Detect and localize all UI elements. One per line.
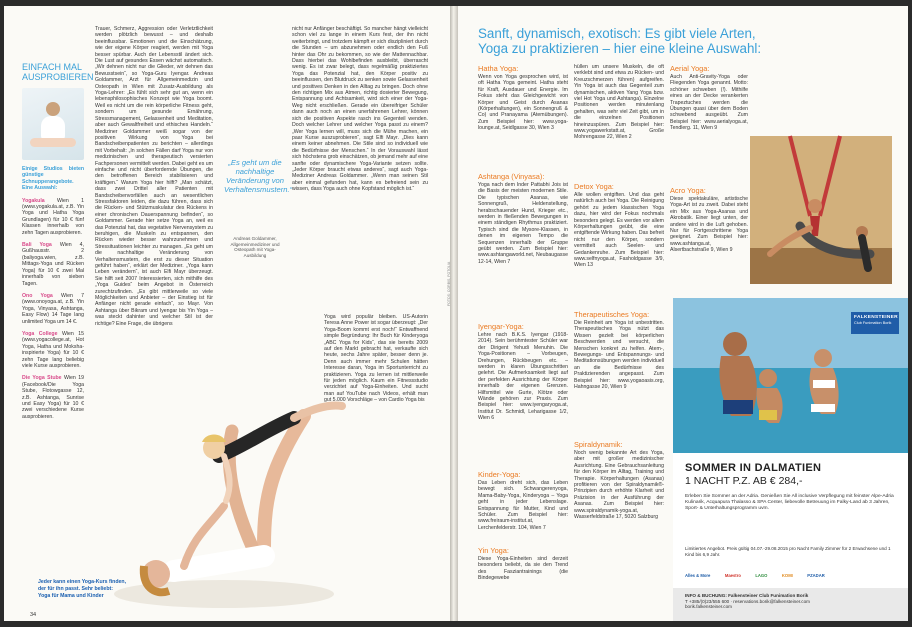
brand-badge: FALKENSTEINER Club Funimation Borik: [851, 312, 899, 334]
article-text: Trauer, Schmerz, Aggression oder Verletztlichkeit werden plötzlich bewusst – und deshalb beeinflussbar. Emotionen und die Einschätzung, wie der eigene Körper reagiert, werden mit Yoga besser spürbar. Auch der Lebensstil ändert sich. Die Lust auf gesundes Essen wächst automatisch. „Wir dehnen nicht nur die Glieder, wir dehnen das Bewusstsein“, so Yoga-Guru Iyengar. Andreas Goldammer, Arzt für Allgemeinmedizin und Osteopath in Wien mit Zusatz-Ausbildung als Yoga-Lehrer: „Es fühlt sich sehr gut an, wenn ein lebensphilosophisches Konzept wie Yoga boomt. Weil es nicht um die rein körperliche Fitness geht, sondern um gesunde Ernährung, Stressmanagement, Gelassenheit und Meditation, aber auch Gewaltfreiheit und ethisches Handeln.“ Mediziner Goldammer weiß sogar von der positiven Wirkung von Yoga bei Bandscheibenpatienten zu berichten – allerdings mit Vorbehalt: „In solchen Fällen darf Yoga nur von medizinischen und therapeutisch versierten Fachpersonen vermittelt werden. Dabei geht es um einfache und nicht überfordernde Übungen, die den betroffenen Bereich stabilisieren und kräftigen.“ Warum Yoga hier hilft? „Man schätzt, dass zwei Drittel aller Patienten mit Bandscheibenvorfällen auch an wesentlichen Stressfaktoren leiden, die dazu führen, dass sich die Rücken- und Stützmuskulatur des Rückens in einer chronischen Dauerspannung befinden“, so Goldammer. Gerade hier setze Yoga an, weil es das Potenzial hat, das vegetative Nervensystem zu beruhigen, die Muskeln zu entspannen, den Rücken wieder besser wahrzunehmen und Stressituationen leichter zu managen. „Es geht um die nachhaltige Veränderung von Verhaltensmustern, die erst zu dieser Situation geführt haben“, erklärt der Mediziner. „Yoga kann Leben verändern“, ist auch Elfi Mayr überzeugt. Sie hilft seit 2007 Interessierten, sich mithilfe des „Yoga Guides“ beim Angebot in Österreich zurechtzufinden. „Es gibt mittlerweile so viele Möglichkeiten und Anbieter – der Einstieg ist für Anfänger nicht gerade einfach“, so Mayr. Von Ashtanga über Bikram und Iyengar bis Yin Yoga – was steckt dahinter und welcher Stil ist der richtige? Eine Frage, die übrigens: [95, 26, 213, 327]
partner-logo: Maestro: [724, 573, 741, 578]
partner-logo: KOMI: [781, 573, 793, 578]
yoga-woman-thumbnail: [22, 88, 84, 160]
yoga-style-entry: Detox Yoga: Alle wollen entgiften. Und das geht natürlich auch bei Yoga. Die Reinigung gehört zu jedem klassischen Yoga dazu, hier wird der Fokus nochmals besonders gelegt. Es werden vor allem Körperhaltungen geübt, die eine entgiftende Wirkung haben. Das befreit nicht nur den Körper, sondern vermittelt auch Seelen- und Gedankenruhe. Zum Beispiel hier: www.selfnyoga.at, Fasholdgasse 3/9, Wien 13: [574, 182, 664, 269]
page-number: 34: [30, 612, 37, 618]
mother-child-acro-photo: [114, 346, 344, 611]
partner-logo: LAGO: [755, 573, 768, 578]
pull-quote: „Es geht um die nachhaltige Veränderung von Verhaltensmustern.“: [224, 158, 293, 194]
studio-item: Yoga College Wien 15 (www.yogacollege.at, Hot Yoga, Hatha und Moksha-inspirierte Yoga) für 10 € zehn Tage lang beliebig viele Kurse ausprobieren.: [22, 330, 84, 369]
yoga-style-entry: Iyengar-Yoga: Lehre nach B.K.S. Iyengar (1918-2014). Sein berühmtester Schüler war der Dirigent Yehudi Menuhin. Die Yoga-Positionen – Vorbeugen, Drehungen, Rückbeugen etc. – werden in klaren Übungsschritten gelehrt. Die Aufmerksamkeit liegt auf der perfekten Ausrichtung der Körper innerhalb der eigenen Grenzen. Hilfsmittel wie Gurte, Klötze oder Wände gehören zur Praxis. Zum Beispiel hier: www.iyengaryoga.at, Institut Dr. Schmidl, Leharigasse 1/2, Wien 6: [478, 322, 568, 422]
left-page: [4, 6, 450, 621]
quote-credit: Andreas Goldammer, Allgemeinmediziner und Osteopath mit Yoga-Ausbildung: [230, 236, 280, 258]
falkensteiner-ad: [673, 298, 908, 621]
ad-title: SOMMER IN DALMATIEN: [685, 462, 822, 474]
partner-logos: [685, 564, 897, 576]
yoga-style-entry: Yin Yoga: Diese Yoga-Einheiten sind derzeit besonders beliebt, da sie den Trend des Fasziantrainings (die Bindegewebe: [478, 546, 568, 582]
ad-subtitle: 1 NACHT P.Z. AB € 284,-: [685, 475, 803, 487]
yoga-style-entry: Therapeutisches Yoga: Die Reinheit am Yoga ist unbestritten. Therapeutisches Yoga nützt das Wissen gezielt bei körperlichen Beschwerden und versucht, die Menschen konkret zu helfen. Atem-, Bewegungs- und Entspannungs- und Meditationsübungen werden individuell an die Bedürfnisse des Praktizierenden angepasst. Zum Beispiel hier: www.yogaoasis.org, Hahngasse 20, Wien 9: [574, 310, 664, 391]
article-text: nicht nur Anfänger beschäftigt. So mancher hängt vielleicht schon viel zu lange in einem Kurs fest, der ihn nicht weiterbringt, und trotzdem kämpft er sich diszipliniert durch die Stunden – um abzunehmen oder endlich den Fuß hinter das Ohr zu bekommen, so wie der Mattennachbar. Dass hierbei das Wohlbefinden ausbleibt, überrascht wenig. Es ist zwar belegt, dass regelmäßig praktiziertes Yoga das Potenzial hat, den Körper positiv zu beeinflussen, den Blutdruck zu senken sowie Gelassenheit und positives Denken in den Alltag zu bringen. Doch ohne den richtigen Mix aus Atmen, richtig dosierter Bewegung, Entspannung und Achtsamkeit, wird sich einer der Yoga-Weg nicht erschließen. Gerade ein übereifriger Schüler dann auch noch an einen unerfahrenen Lehrer, können sich die positiven Aspekte rasch ins Gegenteil wenden. Doch welcher Lehrer und welcher Yoga passt zu einem? „Wer Yoga lernen will, muss sich die Mühe machen, ein paar Kurse auszuprobieren“, sagt Elfi Mayr. „Dies kann einem keiner abnehmen. Die Stile sind so individuell wie die Bedürfnisse der Menschen.“ In der Vorauswahl lässt sich höchstens grob einschätzen, ob jemand mehr auf eine sanfte oder dynamischere Yoga-Variante setzen sollte. „Jeder Körper braucht etwas anderes“, sagt auch Yoga-Mediziner Andreas Goldammer. „Wenn man seinen Stil aber einmal gefunden hat, kann es befreiend sein zu wissen, dass Yoga auch ohne Kopfstand möglich ist.“: [292, 26, 428, 193]
intro-text: Einige Studios bieten günstige Schnupperangebote. Eine Auswahl:: [22, 166, 84, 192]
headline: Sanft, dynamisch, exotisch: Es gibt viele Arten, Yoga zu praktizieren – hier eine kleine Auswahl:: [478, 26, 762, 56]
yoga-style-entry: Hatha Yoga: Wenn von Yoga gesprochen wird, ist oft Hatha Yoga gemeint. Hatha steht für Kraft, Ausdauer und Energie. Im Fokus steht das Gleichgewicht von Körper und Geist durch Asanas (Körperhaltungen), ein Sonnengruß & Co) und Pranayama (Atemübungen). Zum Beispiel hier: www.yoga-lounge.at, Seidlgasse 30, Wien 3: [478, 64, 568, 132]
partner-logo: PZADAR: [807, 573, 825, 578]
article-text: Yoga wird populär bleiben. US-Autorin Teresa Anne Power ist sogar überzeugt: „Der Yoga-Boom kommt erst noch!“ Entwaffnend simple Begründung: Ihr Buch für Kinderyoga „ABC Yoga for Kids“, das sie bereits 2009 auf den Markt gebracht hat, verkaufte sich heute, sechs Jahre später, besser denn je. Denn auch immer mehr Schulen hätten Interesse daran, Yoga im Sportunterricht zu praktizieren. Yoga zu lernen ist mittlerweile für jeden möglich. Kaum ein Fitnessstudio verzichtet auf Yoga-Einheiten. Und sucht man auf YouTube nach Videos, erhält man gut 5.000 Vorschläge – von Cardio Yoga bis: [324, 314, 428, 404]
studio-list: [22, 166, 84, 426]
ad-price-note: Limitiertes Angebot. Preis gültig 04.07.-29.08.2015 pro Nacht Family Zimmer für 2 Erwachsene und 1 Kind bis 6,9 Jahr.: [685, 546, 891, 557]
ad-contact: INFO & BUCHUNG: Falkensteiner Club Funimation Borik T +385/(0)23/555 600 · reservations.borik@falkensteiner.com borik.falkensteiner.com: [673, 588, 908, 621]
yoga-style-entry: Aerial Yoga: Auch Anti-Gravity-Yoga oder Fliegenden Yoga genannt. Motto: schöner schweben (!). Mithilfe eines an der Decke verankerten Trapeztuches werden die Übungen quasi über dem Boden schwebend ausgeübt. Zum Beispiel hier: www.aerialyoga.at, Tendlerg. 11, Wien 9: [670, 64, 748, 132]
article-column-3: [292, 26, 428, 311]
yoga-styles-column-3: [670, 64, 748, 294]
right-page: [458, 6, 908, 621]
studio-item: Die Yoga Stube Wien 19 (Facebook/Die Yoga Stube, Flotowgasse 12, z.B. Ashtanga, Sunrise und Easy Yoga) für 10 € zwei verschiedene Kurse ausprobieren.: [22, 375, 84, 420]
yoga-style-entry: Acro Yoga: Diese spektakuläre, artistische Yoga-Art ist zu zweit. Dabei steht ein Mix aus Yoga-Asanas und Akrobatik. Einer liegt unten, der andere wird in die Luft gehoben. Nur für Fortgeschrittene Yoga geeignet. Zum Beispiel hier: www.ashtanga.at, Alsertbachstraße 9, Wien 9: [670, 186, 748, 254]
yoga-styles-column-1: [478, 64, 568, 616]
yoga-style-entry: Ashtanga (Vinyasa): Yoga nach dem Inder Pattabhi Jois ist die Basis der meisten modernen Stile. Die typischen Asanas, wie Sonnengruß, Heldenstellung, herabschauender Hund, Krieger etc., werden in fließenden Bewegungen in einem ständigen Rhythmus praktiziert. Typisch sind die Mysore-Klassen, in denen im eigenen Tempo die Sequenzen innerhalb der Gruppe geübt werden. Zum Beispiel hier: www.ashtangaworld.net, Neubaugasse 12-14, Wien 7: [478, 172, 568, 265]
yoga-style-entry: hüllen um unsere Muskeln, die oft verklebt sind und etwa zu Rücken- und Kreuzschmerzen führen) aufgreifen. Yin Yoga ist auch das Gegenteil zum dynamischen, aktiven Yang Yoga bzw. viel Hot Yoga und Ashtanga). Einzelne Positionen werden minutenlang gehalten, was sehr viel Zeit gibt, um in die einzelnen Positionen hineinzuspüren. Zum Beispiel hier: www.yogawerkstatt.at, Große Mohrengasse 22, Wien 2: [574, 64, 664, 141]
photo-caption: Jeder kann einen Yoga-Kurs finden, der für ihn passt. Sehr beliebt: Yoga für Mama und Kinder: [38, 579, 127, 599]
aerial-acro-yoga-photo: [750, 136, 892, 284]
intro-title: EINFACH MAL AUSPROBIEREN: [22, 62, 94, 82]
photo-credit: FOTOS: CORBIS, FOTOLIA: [447, 261, 451, 306]
partner-logo: Alles & More: [685, 573, 711, 578]
yoga-styles-column-2: [574, 64, 664, 616]
page-spine: [450, 6, 458, 621]
studio-item: Yogakula Wien 1 (www.yogakula.at, z.B. Yin Yoga und Hatha Yoga Grundlagen) für 10 € fünf Klassen innerhalb von zehn Tagen ausprobieren.: [22, 197, 84, 236]
studio-item: Bali Yoga Wien 4, Gußhausstr. 2 (baliyoga.wien, z.B. Mittags-Yoga und Rücken Yoga) für 10 € zwei Mal innerhalb von sieben Tagen.: [22, 242, 84, 287]
yoga-style-entry: Spiraldynamik: Noch wenig bekannte Art des Yoga, aber mit großer medizinischer Ausrichtung. Eine Gebrauchsanleitung für den Körper im Alltag, Training und Therapie. Körperhaltungen (Asanas) profitieren von der Spiraldynamik®-Prinzipien durch erhöhte Klarheit und Präzision in der Ausführung der Asanas. Zum Beispiel hier: www.spiraldynamik-yoga.at, Wasserfeldstraße 17, 5020 Salzburg: [574, 440, 664, 521]
studio-item: Ono Yoga Wien 7 (www.onoyoga.at, z.B. Yin Yoga, Vinyasa, Ashtanga, Easy Flow) 14 Tage lang unlimited Yoga um 14 €.: [22, 292, 84, 325]
ad-body: Erleben Sie Sommer an der Adria. Genießen Sie All inclusive Verpflegung mit feinster Alpe-Adria Kulinarik, Acquapura Thalasso & SPA Center, liebevolle Betreuung im Falky-Land ab 3 Jahren, Sport- & Unterhaltungsprogramm uvm.: [685, 494, 894, 512]
yoga-style-entry: Kinder-Yoga: Das Leben dreht sich, das Leben bewegt sich. Schwangerenyoga, Mama-Baby-Yoga, Kinderyoga – Yoga geht in jeder Lebenslage. Entspannung für Mutter, Kind und Schüler. Zum Beispiel hier: www.freiraum-institut.at, Lerchenfelderstr. 104, Wien 7: [478, 470, 568, 531]
